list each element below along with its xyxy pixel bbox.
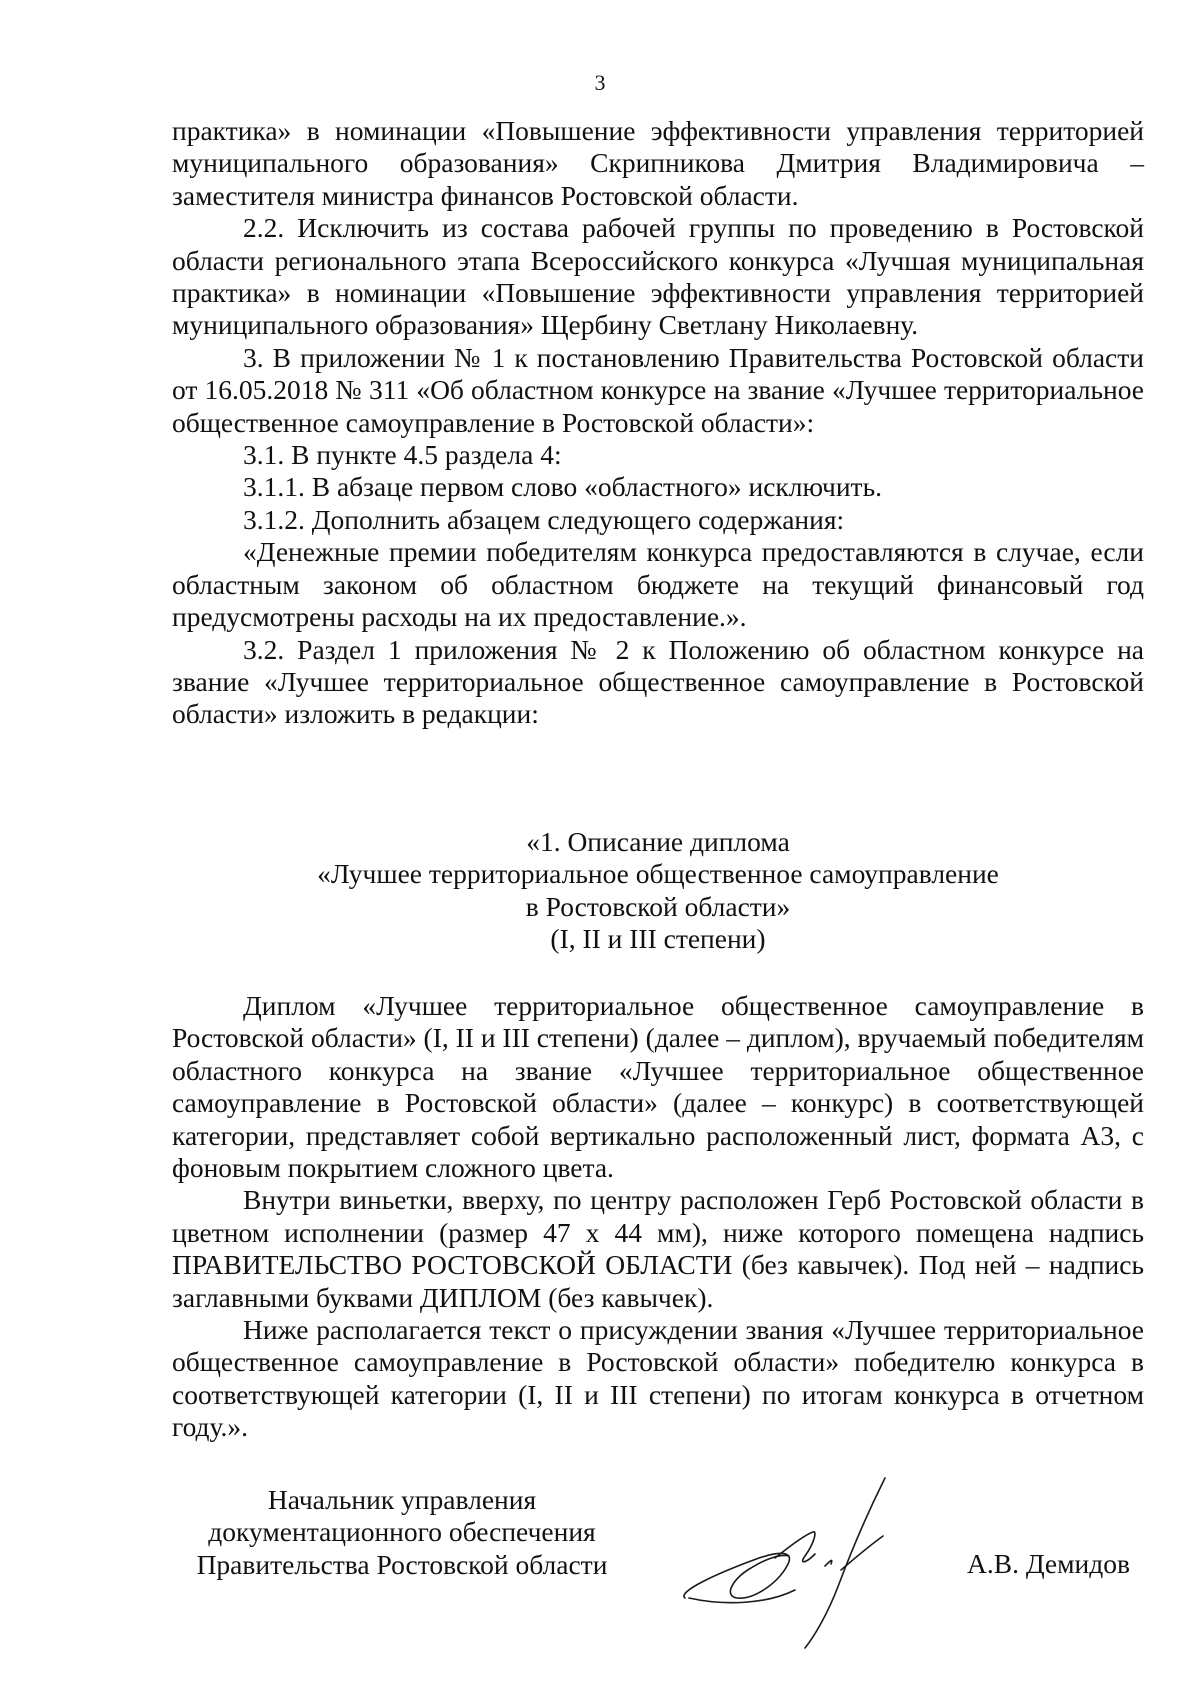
paragraph-quote-premiums: «Денежные премии победителям конкурса предоставляются в случае, если областным законом об областном бюджете на текущий финансовый год предусмотрены расходы на их предоставление.». [172, 536, 1144, 633]
section-heading-line: (I, II и III степени) [550, 923, 766, 955]
section-heading-line: в Ростовской области» [525, 890, 791, 922]
signer-position-line: Начальник управления [267, 1484, 537, 1515]
diploma-paragraph: Диплом «Лучшее территориальное общественное самоуправление в Ростовской области» (I, II и III степени) (далее – диплом), вручаемый победителям областного конкурса на звание «Лучшее территориальное общественное самоуправление в Ростовской области» (далее – конкурс) в соответствующей категории, представляет собой вертикально расположенный лист, формата А3, с фоновым покрытием сложного цвета. [172, 990, 1145, 1184]
section-heading [172, 826, 1144, 956]
section-heading-line: «Лучшее территориальное общественное самоуправление [317, 858, 999, 890]
diploma-description [172, 990, 1144, 1444]
paragraph-2-2: 2.2. Исключить из состава рабочей группы по проведению в Ростовской области регионального этапа Всероссийского конкурса «Лучшая муниципальная практика» в номинации «Повышение эффективности управления территорией муниципального образования» Щербину Светлану Николаевну. [172, 212, 1144, 341]
signer-position-line: документационного обеспечения [208, 1516, 596, 1548]
handwritten-signature [655, 1470, 920, 1655]
paragraph-3-1-2: 3.1.2. Дополнить абзацем следующего содержания: [243, 503, 845, 535]
paragraph-3-1-1: 3.1.1. В абзаце первом слово «областного» исключить. [243, 471, 882, 503]
section-heading-line: «1. Описание диплома [526, 826, 790, 857]
signer-name: А.В. Демидов [967, 1548, 1130, 1579]
diploma-paragraph: Ниже располагается текст о присуждении звания «Лучшее территориальное общественное самоуправление в Ростовской области» победителю конкурса в соответствующей категории (I, II и III степени) по итогам конкурса в отчетном году.». [172, 1314, 1144, 1443]
paragraph-continuation: практика» в номинации «Повышение эффективности управления территорией муниципального образования» Скрипникова Дмитрия Владимировича – заместителя министра финансов Ростовской области. [172, 115, 1144, 211]
paragraph-3: 3. В приложении № 1 к постановлению Правительства Ростовской области от 16.05.2018 № 311 «Об областном конкурсе на звание «Лучшее территориальное общественное самоуправление в Ростовской области»: [172, 341, 1144, 438]
signer-position-line: Правительства Ростовской области [196, 1548, 608, 1580]
diploma-paragraph: Внутри виньетки, вверху, по центру расположен Герб Ростовской области в цветном исполнении (размер 47 х 44 мм), ниже которого помещена надпись ПРАВИТЕЛЬСТВО РОСТОВСКОЙ ОБЛАСТИ (без кавычек). Под ней – надпись заглавными буквами ДИПЛОМ (без кавычек). [172, 1184, 1144, 1313]
paragraph-3-1: 3.1. В пункте 4.5 раздела 4: [243, 439, 562, 471]
page-number: 3 [594, 70, 606, 95]
signer-position [172, 1484, 632, 1581]
paragraph-3-2: 3.2. Раздел 1 приложения № 2 к Положению об областном конкурсе на звание «Лучшее территориальное общественное самоуправление в Ростовской области» изложить в редакции: [172, 633, 1144, 730]
document-body [172, 115, 1144, 731]
